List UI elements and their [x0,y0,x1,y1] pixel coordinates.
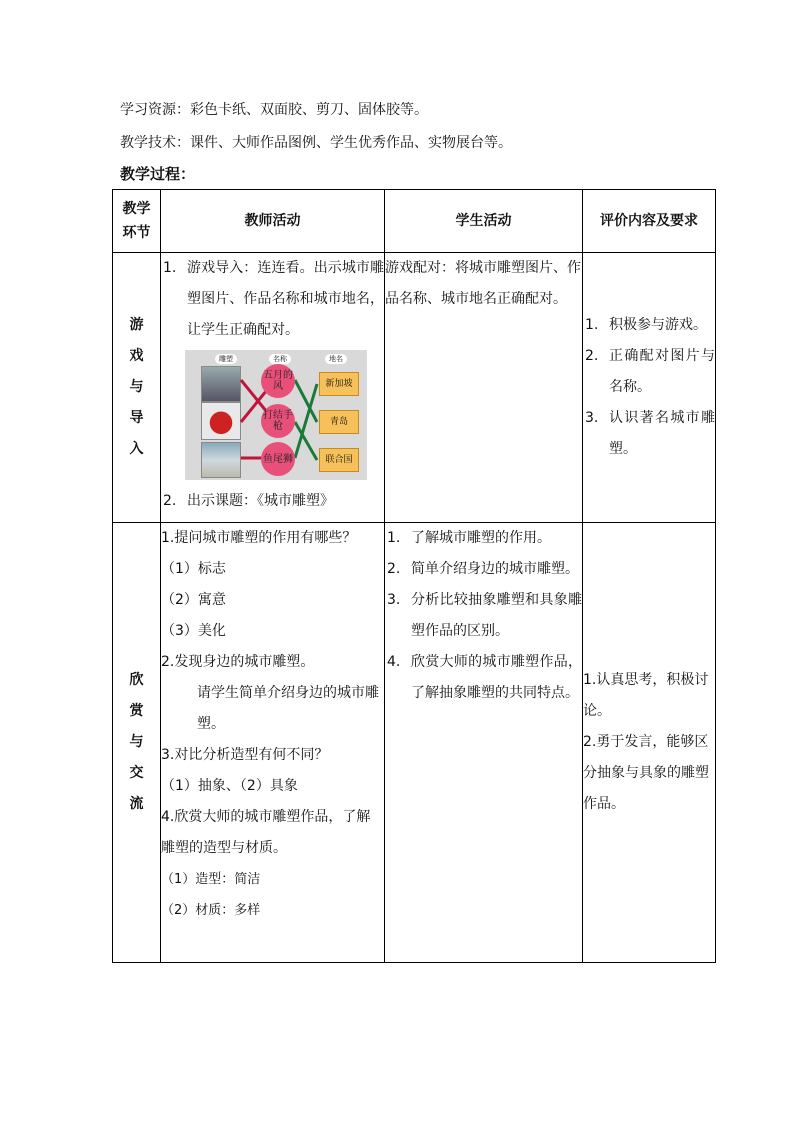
item-number: 1. [585,317,599,333]
stage-char: 与 [129,379,144,395]
table-header-row [113,190,716,253]
place-box: 青岛 [319,410,359,434]
stage-char: 入 [129,441,144,457]
student-text: 游戏配对：将城市雕塑图片、作品名称、城市地名正确配对。 [385,260,581,307]
item-text: 出示课题：《城市雕塑》 [187,493,334,509]
list-item [583,341,715,403]
stage-char: 欣 [129,672,144,688]
stage-appreciate-exchange [113,523,161,963]
item-number: 1. [163,260,177,276]
label-sculpture: 雕塑 [215,354,237,364]
item-number: 3. [585,410,599,426]
header-stage-line1: 教学 [122,201,151,217]
item-text: 正确配对图片与名称。 [609,348,715,395]
matching-game-image [185,350,367,480]
item-number: 3. [387,592,401,608]
label-place: 地名 [325,354,347,364]
item-text: 分析比较抽象雕塑和具象雕塑作品的区别。 [411,592,582,639]
item-text: 简单介绍身边的城市雕塑。 [411,561,579,577]
list-item [161,253,384,346]
item-text: 了解城市雕塑的作用。 [411,530,551,546]
item-text: 认识著名城市雕塑。 [609,410,715,457]
item-text: 欣赏大师的城市雕塑作品，了解抽象雕塑的共同特点。 [411,654,582,701]
place-box: 新加坡 [319,372,359,396]
stage-char: 导 [129,410,144,426]
question-3: 3.对比分析造型有何不同？ [161,747,329,763]
student-activity-1 [385,253,583,523]
header-student: 学生活动 [385,190,583,253]
header-evaluation: 评价内容及要求 [583,190,716,253]
question-2-detail: 请学生简单介绍身边的城市雕塑。 [197,685,379,732]
list-item [161,486,384,517]
list-item [385,647,582,709]
list-item [385,523,582,554]
name-circle: 打结手枪 [261,404,295,438]
item-number: 1. [387,530,401,546]
answer-line: （1）标志 [161,561,226,577]
list-item [385,585,582,647]
evaluation-2 [583,523,716,963]
evaluation-line: 1.认真思考，积极讨论。 [583,672,709,719]
header-stage [113,190,161,253]
stage-char: 交 [129,765,144,781]
student-activity-2 [385,523,583,963]
place-box: 联合国 [319,448,359,472]
item-text: 游戏导入：连连看。出示城市雕塑图片、作品名称和城市地名，让学生正确配对。 [187,260,384,338]
answer-line: （1）抽象、（2）具象 [161,778,298,794]
evaluation-1 [583,253,716,523]
name-circle: 鱼尾狮 [261,442,295,476]
answer-line: （2）材质：多样 [161,903,261,918]
item-number: 2. [585,348,599,364]
item-number: 2. [163,493,177,509]
list-item [385,554,582,585]
process-title: 教学过程： [120,165,196,183]
answer-line: （2）寓意 [161,592,226,608]
resources-line: 学习资源：彩色卡纸、双面胶、剪刀、固体胶等。 [120,102,428,118]
technology-line: 教学技术：课件、大师作品图例、学生优秀作品、实物展台等。 [120,135,512,151]
stage-char: 赏 [129,703,144,719]
question-1: 1.提问城市雕塑的作用有哪些？ [161,530,357,546]
table-row [113,523,716,963]
evaluation-line: 2.勇于发言，能够区分抽象与具象的雕塑作品。 [583,734,709,812]
teacher-activity-1 [161,253,385,523]
item-number: 4. [387,654,401,670]
table-row [113,253,716,523]
stage-char: 流 [129,796,144,812]
label-name: 名称 [269,354,291,364]
list-item [583,403,715,465]
name-circle: 五月的风 [261,364,295,398]
teacher-activity-2 [161,523,385,963]
lesson-table [112,189,716,963]
stage-game-intro [113,253,161,523]
list-item [583,310,715,341]
item-text: 积极参与游戏。 [609,317,707,333]
stage-char: 戏 [129,348,144,364]
header-stage-line2: 环节 [122,225,151,241]
question-2: 2.发现身边的城市雕塑。 [161,654,315,670]
stage-char: 与 [129,734,144,750]
stage-char: 游 [129,317,144,333]
question-4: 4.欣赏大师的城市雕塑作品，了解雕塑的造型与材质。 [161,809,371,856]
item-number: 2. [387,561,401,577]
answer-line: （1）造型：简洁 [161,872,261,887]
answer-line: （3）美化 [161,623,226,639]
header-teacher: 教师活动 [161,190,385,253]
